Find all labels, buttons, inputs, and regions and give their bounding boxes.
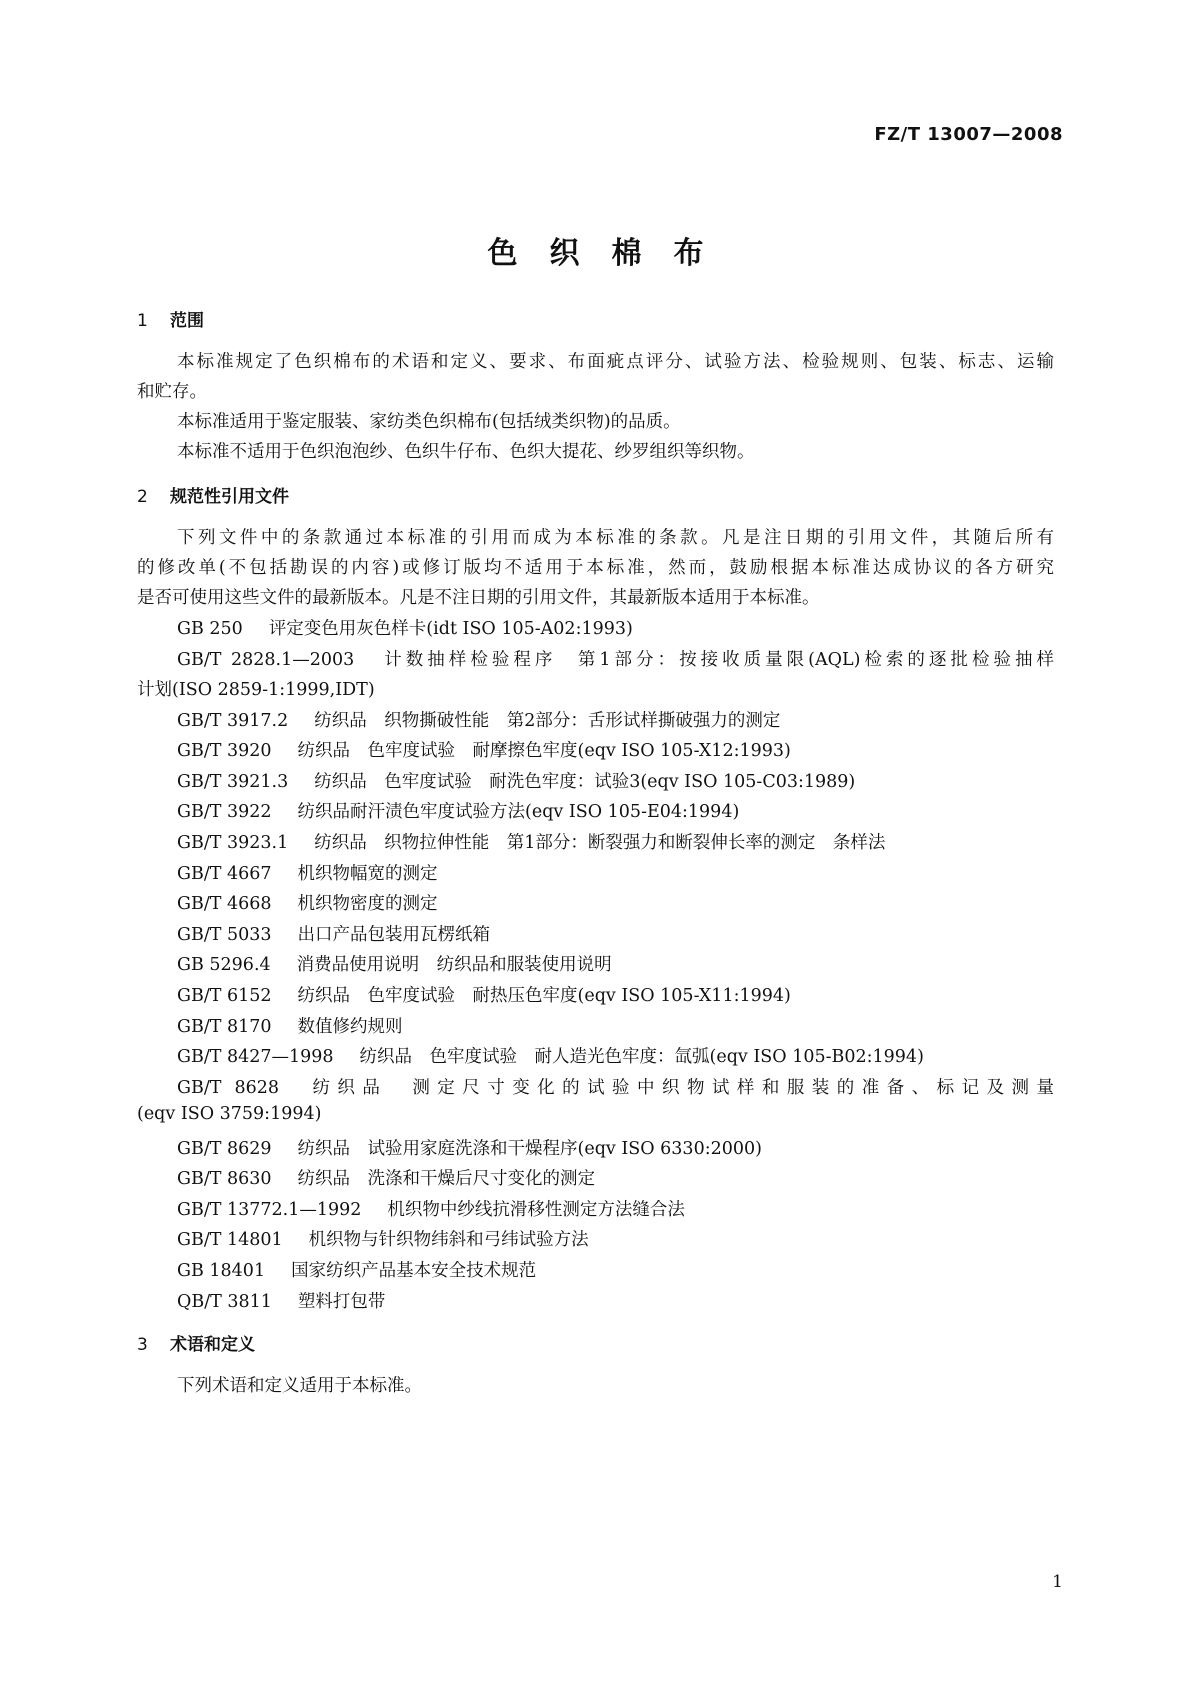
reference-code: GB 250 (177, 619, 243, 639)
reference-code: GB/T 8170 (177, 1017, 272, 1037)
reference-title: 纺织品耐汗渍色牢度试验方法(eqv ISO 105-E04:1994) (297, 802, 740, 822)
reference-code: GB 18401 (177, 1261, 266, 1281)
reference-item (177, 707, 780, 732)
paragraph-line: 和贮存。 (137, 382, 207, 402)
reference-title: 数值修约规则 (297, 1017, 403, 1037)
reference-item (177, 1196, 685, 1221)
reference-item (177, 890, 438, 915)
reference-title: 国家纺织产品基本安全技术规范 (291, 1261, 537, 1281)
reference-item (177, 860, 438, 885)
reference-title: 机织物与针织物纬斜和弓纬试验方法 (308, 1230, 589, 1250)
reference-item (177, 1257, 536, 1282)
section-heading-2 (137, 482, 289, 507)
page-number: 1 (1052, 1572, 1063, 1592)
reference-title: 塑料打包带 (297, 1292, 386, 1312)
reference-title: 消费品使用说明 纺织品和服装使用说明 (296, 955, 612, 975)
reference-title: 纺织品 色牢度试验 耐洗色牢度：试验3(eqv ISO 105-C03:1989) (314, 772, 856, 792)
reference-item (177, 1288, 385, 1313)
reference-title: 评定变色用灰色样卡(idt ISO 105-A02:1993) (268, 619, 633, 639)
standard-code: FZ/T 13007—2008 (874, 124, 1063, 145)
reference-item (177, 1043, 924, 1068)
reference-title: 纺织品 试验用家庭洗涤和干燥程序(eqv ISO 6330:2000) (297, 1139, 762, 1159)
section-heading-1 (137, 306, 204, 331)
paragraph-line: 本标准不适用于色织泡泡纱、色织牛仔布、色织大提花、纱罗组织等织物。 (177, 442, 755, 462)
reference-code: GB/T 6152 (177, 986, 272, 1006)
reference-item (177, 1135, 762, 1160)
paragraph-line: 本标准规定了色织棉布的术语和定义、要求、布面疵点评分、试验方法、检验规则、包装、标志、运输 (177, 352, 1054, 372)
reference-code: GB/T 3923.1 (177, 833, 289, 853)
reference-continuation: (eqv ISO 3759:1994) (137, 1104, 322, 1124)
reference-code: GB/T 3921.3 (177, 772, 289, 792)
reference-title: 纺织品 织物拉伸性能 第1部分：断裂强力和断裂伸长率的测定 条样法 (314, 833, 886, 853)
reference-item (177, 982, 791, 1007)
reference-item (177, 798, 739, 823)
section-title: 术语和定义 (170, 1335, 255, 1355)
reference-item (177, 829, 885, 854)
reference-item (177, 921, 490, 946)
reference-item (177, 1165, 595, 1190)
reference-code: GB/T 4667 (177, 864, 272, 884)
paragraph-line: 是否可使用这些文件的最新版本。凡是不注日期的引用文件，其最新版本适用于本标准。 (137, 588, 820, 608)
reference-title: 纺织品 色牢度试验 耐热压色牢度(eqv ISO 105-X11:1994) (297, 986, 791, 1006)
reference-title: 计数抽样检验程序 第1部分：按接收质量限(AQL)检索的逐批检验抽样 (380, 650, 1054, 670)
reference-title: 出口产品包装用瓦楞纸箱 (297, 925, 491, 945)
reference-title: 机织物幅宽的测定 (297, 864, 438, 884)
section-number: 3 (137, 1335, 148, 1355)
reference-item (177, 737, 791, 762)
paragraph-line: 的修改单(不包括勘误的内容)或修订版均不适用于本标准，然而，鼓励根据本标准达成协议的各方研究 (137, 558, 1054, 578)
reference-code: GB/T 5033 (177, 925, 272, 945)
section-number: 1 (137, 311, 148, 331)
reference-code: GB/T 8628 (177, 1078, 279, 1098)
reference-code: GB/T 13772.1—1992 (177, 1200, 362, 1220)
reference-item (177, 615, 633, 640)
reference-title: 机织物密度的测定 (297, 894, 438, 914)
reference-item (177, 951, 612, 976)
reference-title: 机织物中纱线抗滑移性测定方法缝合法 (387, 1200, 685, 1220)
reference-code: GB/T 14801 (177, 1230, 283, 1250)
reference-code: GB/T 2828.1—2003 (177, 650, 355, 670)
reference-code: GB/T 8630 (177, 1169, 272, 1189)
reference-item (177, 1226, 589, 1251)
reference-code: GB/T 3920 (177, 741, 272, 761)
paragraph-line: 下列术语和定义适用于本标准。 (177, 1376, 422, 1396)
reference-item (177, 1074, 1054, 1099)
section-number: 2 (137, 487, 148, 507)
section-title: 规范性引用文件 (170, 487, 289, 507)
reference-title: 纺织品 测定尺寸变化的试验中织物试样和服装的准备、标记及测量 (304, 1078, 1054, 1098)
reference-item (177, 1013, 403, 1038)
reference-item (177, 646, 1054, 671)
reference-code: QB/T 3811 (177, 1292, 272, 1312)
reference-code: GB/T 8629 (177, 1139, 272, 1159)
paragraph-line: 下列文件中的条款通过本标准的引用而成为本标准的条款。凡是注日期的引用文件，其随后所有 (177, 528, 1054, 548)
paragraph-line: 本标准适用于鉴定服装、家纺类色织棉布(包括绒类织物)的品质。 (177, 412, 681, 432)
reference-title: 纺织品 色牢度试验 耐摩擦色牢度(eqv ISO 105-X12:1993) (297, 741, 791, 761)
reference-code: GB/T 3922 (177, 802, 272, 822)
reference-title: 纺织品 色牢度试验 耐人造光色牢度：氙弧(eqv ISO 105-B02:1994) (359, 1047, 924, 1067)
section-heading-3 (137, 1330, 255, 1355)
reference-continuation: 计划(ISO 2859-1:1999,IDT) (137, 680, 375, 700)
reference-item (177, 768, 855, 793)
reference-code: GB/T 8427—1998 (177, 1047, 334, 1067)
reference-code: GB/T 3917.2 (177, 711, 289, 731)
reference-code: GB 5296.4 (177, 955, 271, 975)
reference-title: 纺织品 织物撕破性能 第2部分：舌形试样撕破强力的测定 (314, 711, 781, 731)
section-title: 范围 (170, 311, 204, 331)
document-title: 色织棉布 (487, 236, 736, 271)
reference-code: GB/T 4668 (177, 894, 272, 914)
reference-title: 纺织品 洗涤和干燥后尺寸变化的测定 (297, 1169, 596, 1189)
